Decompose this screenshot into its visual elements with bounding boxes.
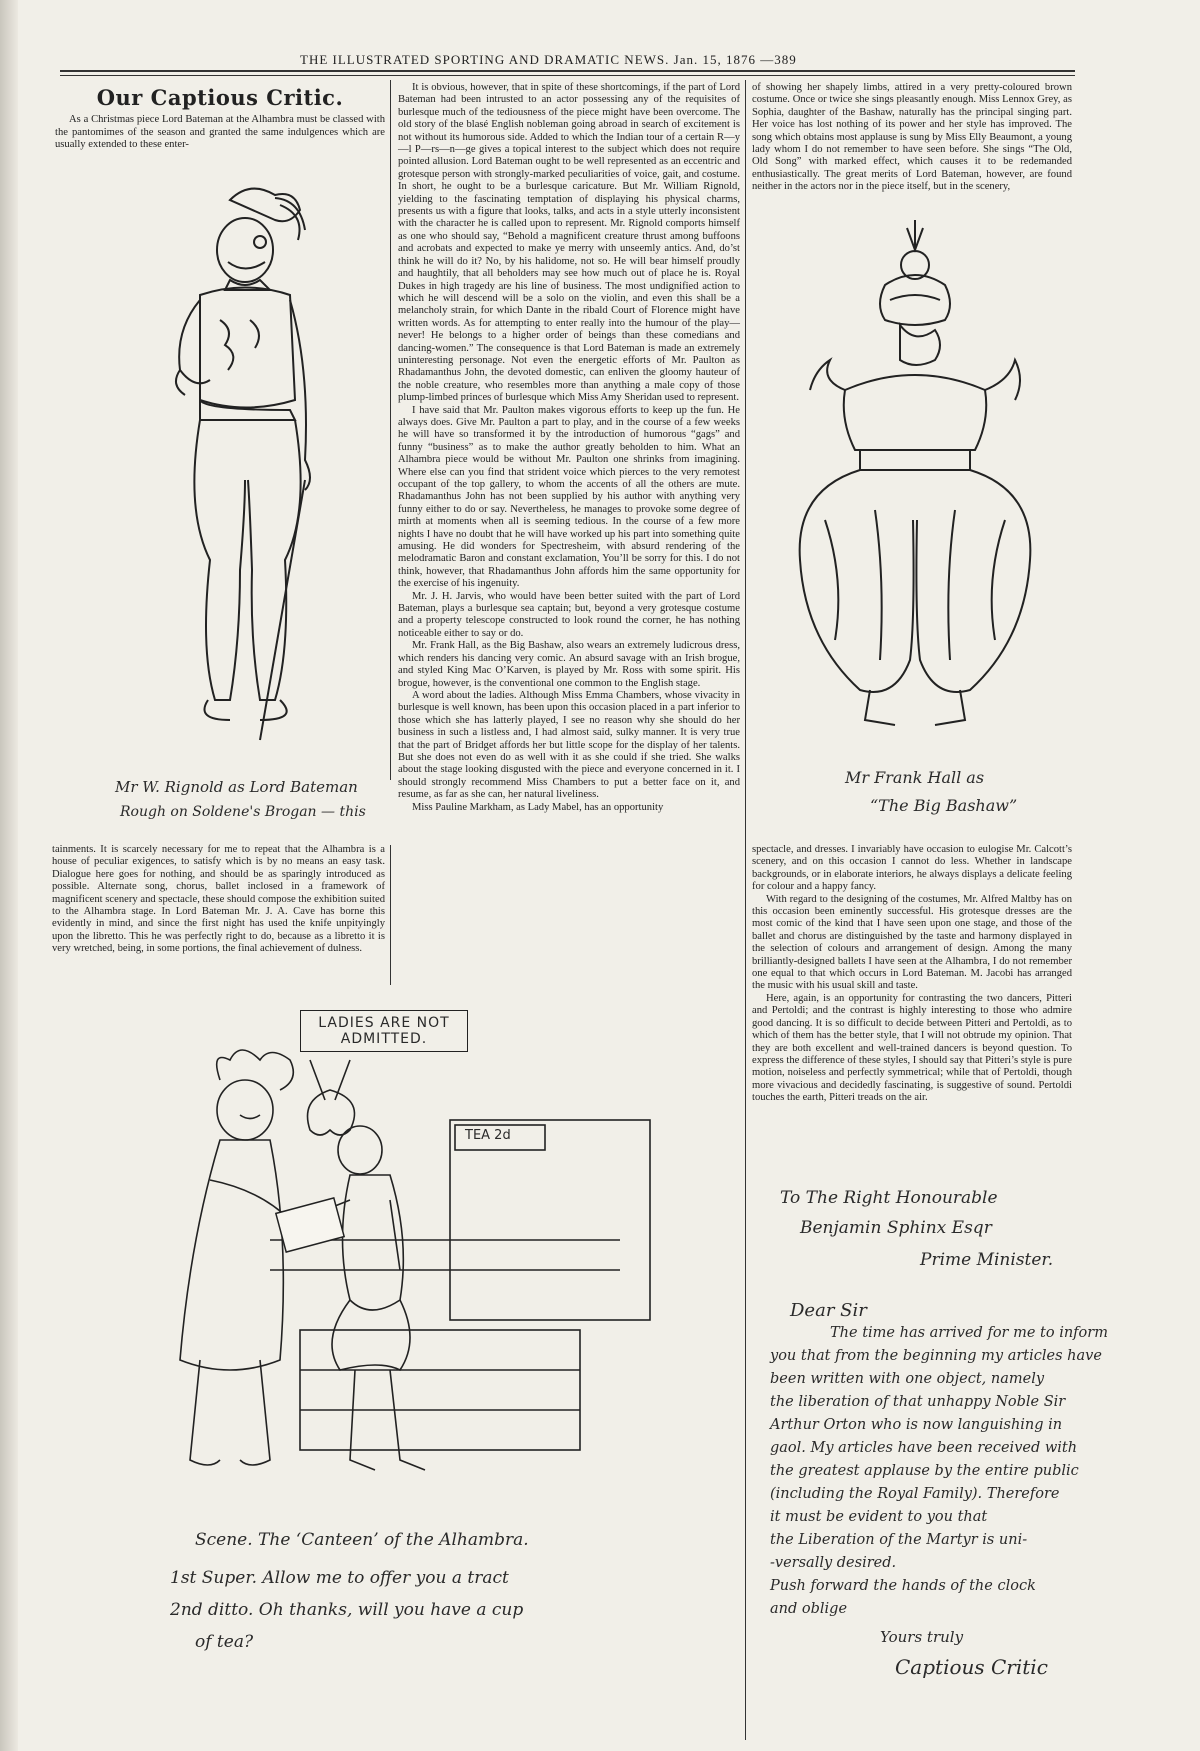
column-divider-1b xyxy=(390,845,391,985)
col2-paragraph-4: Mr. Frank Hall, as the Big Bashaw, also wears an extremely ludicrous dress, which renders his dancing very comic. An absurd savage with an Irish brogue, and styled King Mac O’Karven, is played by Mr. Ross with some spirit. His brogue, however, is the conventional one common to the English stage. xyxy=(398,640,740,689)
letter-address-2: Benjamin Sphinx Esqr xyxy=(800,1218,992,1238)
col2-paragraph-6: Miss Pauline Markham, as Lady Mabel, has an opportunity xyxy=(412,801,664,813)
letter-line: been written with one object, namely xyxy=(770,1371,1045,1387)
fig1-caption-line2: Rough on Soldene's Brogan — this xyxy=(120,804,366,820)
letter-line: Arthur Orton who is now languishing in xyxy=(770,1417,1063,1433)
letter-line: you that from the beginning my articles have xyxy=(770,1348,1102,1364)
fig2-caption-line2: “The Big Bashaw” xyxy=(870,796,1018,815)
col2-paragraph-5: A word about the ladies. Although Miss Emma Chambers, whose vivacity in burlesque is well known, has been upon this occasion placed in a part inferior to those which she has latterly played, I see no reason why she should do her business in such a listless and, I had almost said, sulky manner. It is very true that the part of Bridget affords her but little scope for the display of her talents. But she does not even do as well with it as she could if she tried. She walks about the stage looking disgusted with the piece and everyone concerned in it. I should strongly recommend Miss Chambers to put a better face on it, and resume, as far as she can, her natural liveliness. xyxy=(398,689,740,801)
letter-line: the Liberation of the Martyr is uni- xyxy=(770,1532,1028,1548)
column-3-bottom xyxy=(752,844,1072,1105)
ladies-not-admitted-sign: LADIES ARE NOT ADMITTED. xyxy=(300,1010,468,1052)
letter-address-1: To The Right Honourable xyxy=(780,1188,998,1208)
letter-line: it must be evident to you that xyxy=(770,1509,988,1525)
canteen-scene-illustration xyxy=(150,1040,670,1520)
col3-paragraph-3: Here, again, is an opportunity for contrasting the two dancers, Pitteri and Pertoldi; and the contrast is highly interesting to those who admire good dancing. It is so difficult to decide between Pitteri and Pertoldi, as to which of them has the better style, that I will not obtrude my opinion. That they are both excellent and well-trained dancers is beyond question. To express the difference of these styles, I should say that Pitteri’s style is pure motion, noiseless and perfectly symmetrical; while that of Pertoldi, though more vivacious and decidedly fascinating, is suggestive of sound. Pertoldi touches the earth, Pitteri treads on the air. xyxy=(752,992,1072,1104)
column-1-top xyxy=(55,82,385,152)
col2-paragraph-1: It is obvious, however, that in spite of these shortcomings, if the part of Lord Bateman had been intrusted to an actor possessing any of the requisites of burlesque much of the tediousness of the piece might have been overcome. The old story of the blasé English nobleman going abroad in search of excitement is not without its humorous side. Added to which the Indian tour of a certain R—y—l P—rs—n—ge gives a topical interest to the subject which does not require pointed allusion. Lord Bateman ought to be well represented as an eccentric and grotesque person with strongly-marked peculiarities of voice, gait, and costume. In short, he ought to be a burlesque caricature. But Mr. William Rignold, yielding to the fascinating temptation of displaying his physical charms, presents us with a figure that looks, talks, and acts in a style utterly inconsistent with the character he is called upon to represent. Mr. Rignold comports himself as one who should say, “Behold a magnificent creature thrust among buffoons and acrobats and expected to make ye merry with unseemly antics. And, do’st think he will do it? No, by his halidome, not so. He will bear himself proudly and haughtily, that all beholders may see how much out of place he is. Royal Dukes in high tragedy are his line of business. The most undignified action to which he will descend will be a solo on the violin, and even this shall be a melancholy strain, for which Dante in the ribald Court of Florence might have written words. As for attempting to enter really into the humour of the play—never! He belongs to a higher order of beings than these comedians and dancing-women.” The consequence is that Lord Bateman is made an extremely uninteresting personage. Not even the energetic efforts of Mr. Paulton as Rhadamanthus John, the devoted domestic, can enliven the gloomy hauteur of the noble creature, who resembles more than anything a male copy of those plump-limbed princes of burlesque which Miss Amy Sheridan used to represent. xyxy=(398,82,740,404)
header-rule-thin xyxy=(60,75,1075,76)
header-rule xyxy=(60,70,1075,72)
letter-address-3: Prime Minister. xyxy=(920,1250,1054,1270)
letter-signature: Captious Critic xyxy=(895,1655,1048,1679)
page-edge xyxy=(0,0,18,1751)
letter-line: -versally desired. xyxy=(770,1555,897,1571)
letter-closing: Yours truly xyxy=(880,1628,964,1646)
article-intro: As a Christmas piece Lord Bateman at the Alhambra must be classed with the pantomimes of the season and granted the same indulgences which are usually extended to these enter- xyxy=(55,114,385,151)
fig3-caption-line3: 2nd ditto. Oh thanks, will you have a cup xyxy=(170,1600,524,1620)
fig3-caption-line2: 1st Super. Allow me to offer you a tract xyxy=(170,1568,509,1588)
running-head: THE ILLUSTRATED SPORTING AND DRAMATIC NEWS. Jan. 15, 1876 —389 xyxy=(300,52,797,67)
tea-sign: TEA 2d xyxy=(465,1128,511,1143)
column-3-top xyxy=(752,82,1072,194)
letter-line: The time has arrived for me to inform xyxy=(830,1325,1108,1341)
letter-line: the greatest applause by the entire public xyxy=(770,1463,1079,1479)
rignold-illustration xyxy=(100,180,370,780)
article-title: Our Captious Critic. xyxy=(96,85,344,110)
letter-line: gaol. My articles have been received with xyxy=(770,1440,1078,1456)
article-col1-continued: tainments. It is scarcely necessary for me to repeat that the Alhambra is a house of peculiar exigences, to satisfy which is by no means an easy task. Dialogue here goes for nothing, and should be as sparingly introduced as possible. Alternate song, chorus, ballet inclosed in a framework of magnificent scenery and spectacle, these should compose the exhibition suited to the Alhambra stage. In Lord Bateman Mr. J. A. Cave has borne this evidently in mind, and since the first night has used the knife unpityingly upon the libretto. This he was perfectly right to do, because as a libretto it is very wretched, being, in some portions, the final achievement of dulness. xyxy=(52,844,385,955)
letter-line: the liberation of that unhappy Noble Sir xyxy=(770,1394,1066,1410)
col3-paragraph-1: spectacle, and dresses. I invariably have occasion to eulogise Mr. Calcott’s scenery, and on this occasion I cannot do less. Whether in landscape backgrounds, or in elaborate interiors, he always displays a delicate feeling for colour and a happy fancy. xyxy=(752,844,1072,893)
fig1-caption-line1: Mr W. Rignold as Lord Bateman xyxy=(115,778,358,796)
fig2-caption-line1: Mr Frank Hall as xyxy=(845,768,985,787)
col3-paragraph-top: of showing her shapely limbs, attired in a very pretty-coloured brown costume. Once or twice she sings pleasantly enough. Miss Lennox Grey, as Sophia, daughter of the Bashaw, naturally has the principal singing part. Her voice has lost nothing of its power and her style has improved. The song which obtains most applause is sung by Miss Elly Beaumont, a young lady whom I do not remember to have seen before. She sings “The Old, Old Song” with marked effect, which causes it to be redemanded enthusiastically. The great merits of Lord Bateman, however, are found neither in the actors nor in the piece itself, but in the scenery, xyxy=(752,82,1072,193)
column-1-bottom xyxy=(52,844,385,956)
letter-body xyxy=(770,1322,1108,1621)
col2-paragraph-2: I have said that Mr. Paulton makes vigorous efforts to keep up the fun. He always does. Give Mr. Paulton a part to play, and in the course of a few weeks he will have so transformed it by the introduction of humorous “gags” and funny “business” as to make the author greatly beholden to him. What an Alhambra piece would be without Mr. Paulton one shrinks from imagining. Where else can you find that strident voice which pierces to the very remotest occupant of the top gallery, to whom the accents of all the others are mute. Rhadamanthus John has not been supplied by his author with anything very funny either to do or say. Nevertheless, he manages to provoke some degree of mirth at moments when all is seeming tedious. In the course of a few more nights I have no doubt that he will have worked up his part into something quite amusing. He did wonders for Spectresheim, with absurd rendering of the melodramatic Baron and constant exclamation, You’ll be sorry for this. I do not think, however, that Rhadamanthus John affords him the same opportunity for the exercise of his ingenuity. xyxy=(398,404,740,590)
letter-line: and oblige xyxy=(770,1601,848,1617)
column-divider-2 xyxy=(745,80,746,1740)
column-2 xyxy=(398,82,740,814)
letter-line: Push forward the hands of the clock xyxy=(770,1578,1036,1594)
big-bashaw-illustration xyxy=(785,220,1045,760)
col2-paragraph-3: Mr. J. H. Jarvis, who would have been better suited with the part of Lord Bateman, plays a burlesque sea captain; but, beyond a very grotesque costume and a property telescope constructed to look round the corner, he has nothing noticeable either to say or do. xyxy=(398,590,740,639)
fig3-caption-line4: of tea? xyxy=(195,1632,254,1652)
letter-salutation: Dear Sir xyxy=(790,1300,867,1321)
letter-line: (including the Royal Family). Therefore xyxy=(770,1486,1060,1502)
fig3-caption-scene: Scene. The ‘Canteen’ of the Alhambra. xyxy=(195,1530,529,1550)
column-divider-1 xyxy=(390,80,391,780)
col3-paragraph-2: With regard to the designing of the costumes, Mr. Alfred Maltby has on this occasion been eminently successful. His grotesque dresses are the most comic of the kind that I have seen upon one stage, and those of the ballet and chorus are distinguished by the taste and harmony displayed in the selection of colours and arrangement of design. Among the many brilliantly-designed ballets I have seen at the Alhambra, I do not remember one equal to that which occurs in Lord Bateman. M. Jacobi has arranged the music with his usual skill and taste. xyxy=(752,893,1072,992)
